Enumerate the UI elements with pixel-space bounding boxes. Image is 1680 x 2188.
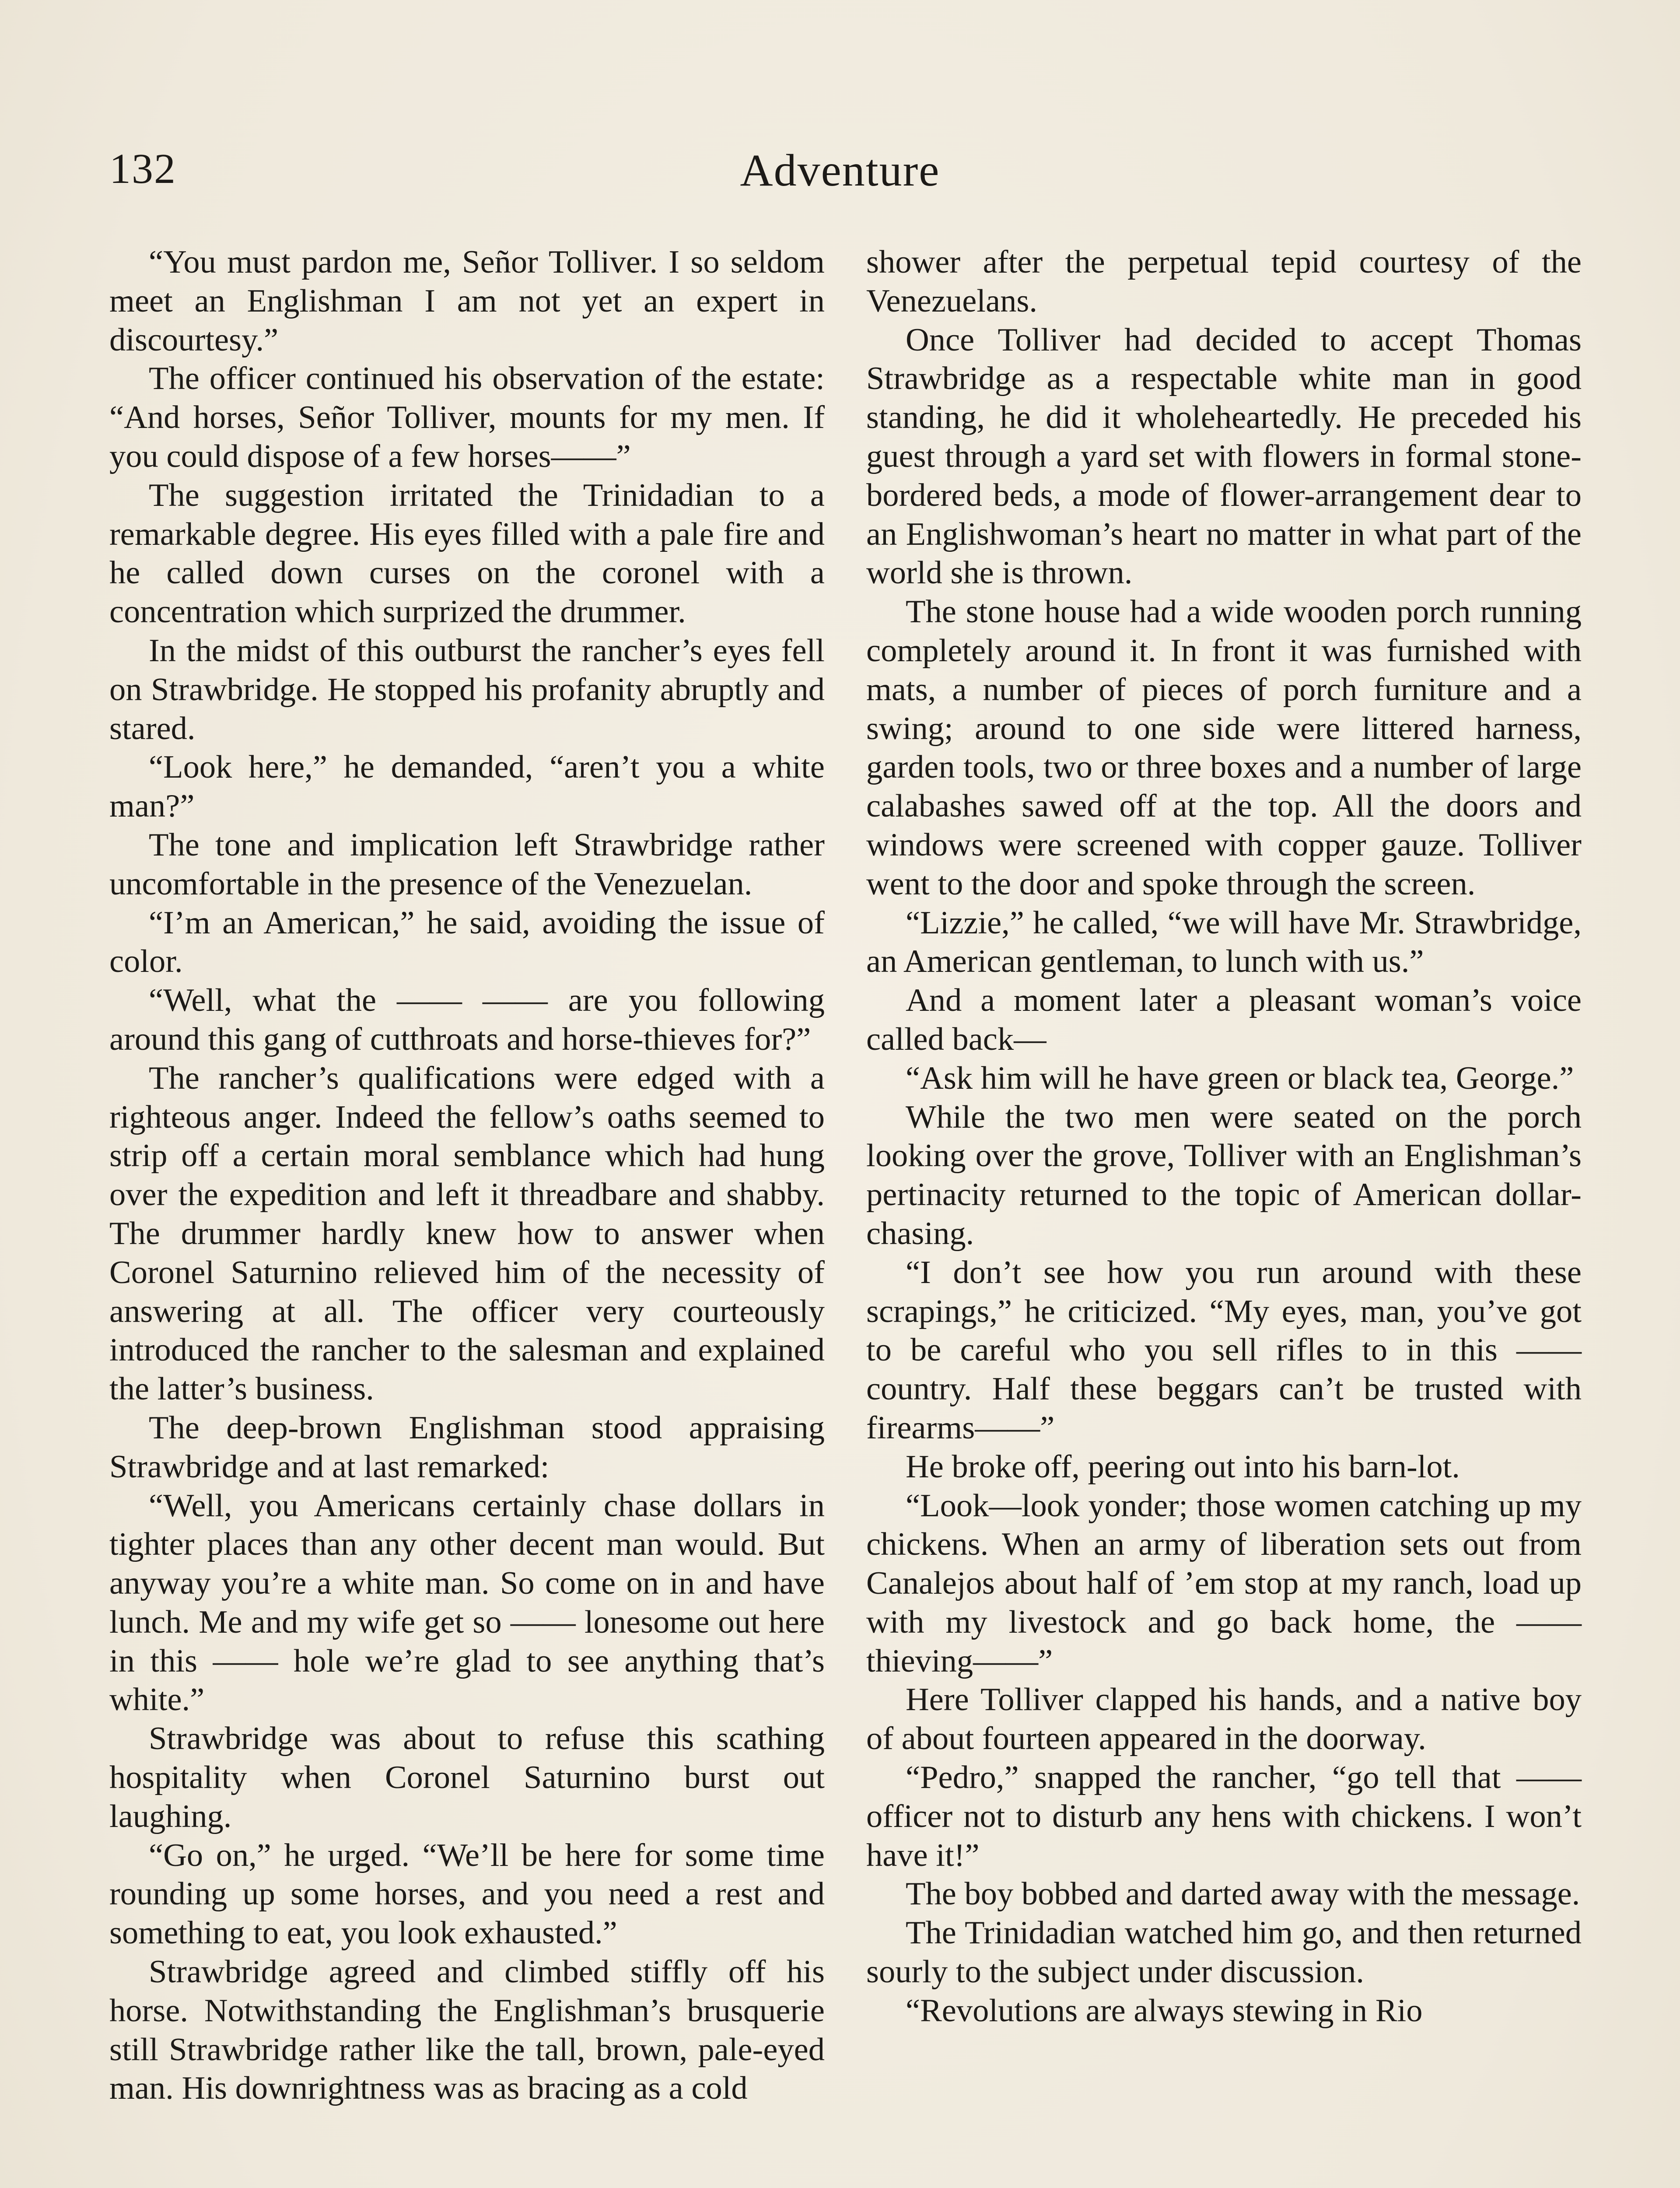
paragraph: The tone and implication left Strawbridge rather uncomfortable in the presence of the Venezuelan. xyxy=(109,827,825,902)
paragraph: The deep-brown Englishman stood appraising Strawbridge and at last remarked: xyxy=(109,1410,825,1485)
paragraph: “I’m an American,” he said, avoiding the issue of color. xyxy=(109,905,825,980)
paragraph: “I don’t see how you run around with these scrapings,” he criticized. “My eyes, man, you’ve got to be careful who you sell rifles to in this —— country. Half these beggars can’t be trusted with firearms——” xyxy=(866,1254,1582,1446)
paragraph: The boy bobbed and darted away with the message. xyxy=(906,1876,1580,1912)
paragraph: He broke off, peering out into his barn-lot. xyxy=(906,1448,1460,1485)
paragraph: Strawbridge was about to refuse this scathing hospitality when Coronel Saturnino burst out laughing. xyxy=(109,1721,825,1834)
paragraph: “Ask him will he have green or black tea, George.” xyxy=(906,1060,1574,1096)
paragraph: “Revolutions are always stewing in Rio xyxy=(906,1992,1423,2029)
paragraph: The Trinidadian watched him go, and then returned sourly to the subject under discussion. xyxy=(866,1915,1582,1990)
paragraph: In the midst of this outburst the rancher’s eyes fell on Strawbridge. He stopped his profanity abruptly and stared. xyxy=(109,632,825,747)
paragraph: “Lizzie,” he called, “we will have Mr. Strawbridge, an American gentleman, to lunch with us.” xyxy=(866,905,1582,980)
paragraph: “Go on,” he urged. “We’ll be here for some time rounding up some horses, and you need a rest and something to eat, you look exhausted.” xyxy=(109,1837,825,1951)
paragraph: Strawbridge agreed and climbed stiffly off his horse. Notwithstanding the Englishman’s brusquerie still Strawbridge rather like the tall, brown, pale-eyed man. His downrightness was as bracing as a cold xyxy=(109,1954,825,2107)
paragraph-continued: shower after the perpetual tepid courtesy of the Venezuelans. xyxy=(866,244,1582,319)
paragraph: “Look—look yonder; those women catching up my chickens. When an army of liberation sets out from Canalejos about half of ’em stop at my ranch, load up with my livestock and go back home, the —— thieving——” xyxy=(866,1487,1582,1679)
page-number: 132 xyxy=(109,145,176,193)
paragraph: The suggestion irritated the Trinidadian to a remarkable degree. His eyes filled with a pale fire and he called down curses on the coronel with a concentration which surprized the drummer. xyxy=(109,477,825,630)
page-header xyxy=(109,131,1571,196)
paragraph: While the two men were seated on the porch looking over the grove, Tolliver with an Englishman’s pertinacity returned to the topic of American dollar-chasing. xyxy=(866,1099,1582,1252)
left-column xyxy=(109,243,825,2108)
paragraph: The stone house had a wide wooden porch running completely around it. In front it was furnished with mats, a number of pieces of porch furniture and a swing; around to one side were littered harness, garden tools, two or three boxes and a number of large calabashes sawed off at the top. All the doors and windows were screened with copper gauze. Tolliver went to the door and spoke through the screen. xyxy=(866,594,1582,902)
paragraph: Once Tolliver had decided to accept Thomas Strawbridge as a respectable white man in good standing, he did it wholeheartedly. He preceded his guest through a yard set with flowers in formal stone-bordered beds, a mode of flower-arrangement dear to an Englishwoman’s heart no matter in what part of the world she is thrown. xyxy=(866,322,1582,591)
paragraph: “Look here,” he demanded, “aren’t you a white man?” xyxy=(109,749,825,824)
paragraph: “Well, what the —— —— are you following around this gang of cutthroats and horse-thieves for?” xyxy=(109,982,825,1057)
paragraph: The rancher’s qualifications were edged with a righteous anger. Indeed the fellow’s oaths seemed to strip off a certain moral semblance which had hung over the expedition and left it threadbare and shabby. The drummer hardly knew how to answer when Coronel Saturnino relieved him of the necessity of answering at all. The officer very courteously introduced the rancher to the salesman and explained the latter’s business. xyxy=(109,1060,825,1407)
paragraph: “Well, you Americans certainly chase dollars in tighter places than any other decent man would. But anyway you’re a white man. So come on in and have lunch. Me and my wife get so —— lonesome out here in this —— hole we’re glad to see anything that’s white.” xyxy=(109,1487,825,1718)
paragraph: The officer continued his observation of the estate: “And horses, Señor Tolliver, mounts for my men. If you could dispose of a few horses——” xyxy=(109,361,825,474)
right-column xyxy=(866,243,1582,2030)
paragraph: And a moment later a pleasant woman’s voice called back— xyxy=(866,982,1582,1057)
paragraph: “You must pardon me, Señor Tolliver. I so seldom meet an Englishman I am not yet an expert in discourtesy.” xyxy=(109,244,825,358)
paragraph: “Pedro,” snapped the rancher, “go tell that —— officer not to disturb any hens with chickens. I won’t have it!” xyxy=(866,1760,1582,1873)
running-title: Adventure xyxy=(740,145,940,196)
paragraph: Here Tolliver clapped his hands, and a native boy of about fourteen appeared in the doorway. xyxy=(866,1682,1582,1757)
